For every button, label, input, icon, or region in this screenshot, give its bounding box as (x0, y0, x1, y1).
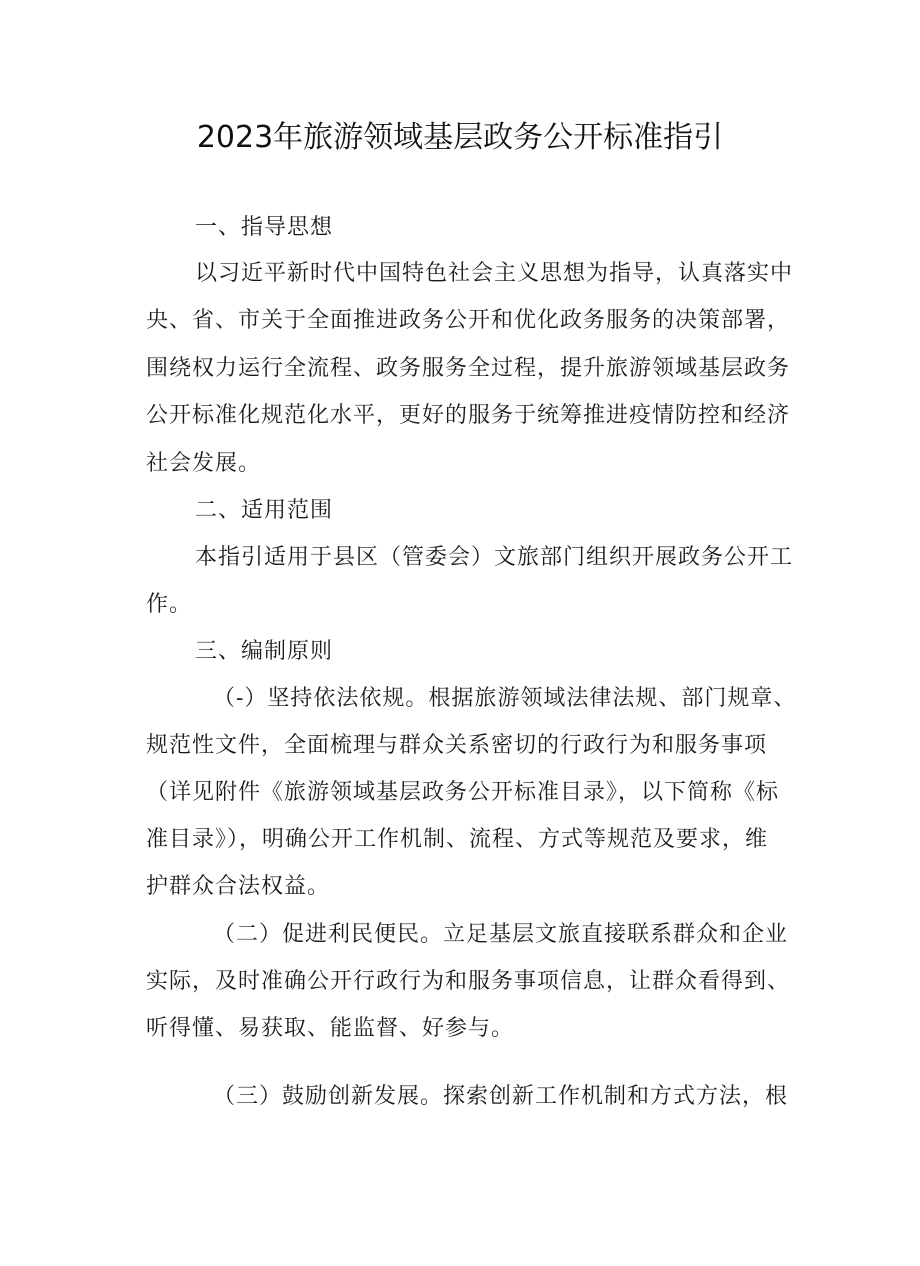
paragraph-line: 本指引适用于县区（管委会）文旅部门组织开展政务公开工 (195, 545, 794, 570)
section-1-heading: 一、指导思想 (195, 215, 334, 240)
paragraph-line: 作。 (146, 592, 193, 617)
paragraph-line: （详见附件《旅游领域基层政务公开标准目录》，以下简称《标 (146, 780, 780, 805)
paragraph-line: 准目录》），明确公开工作机制、流程、方式等规范及要求，维 (146, 827, 769, 852)
paragraph-line: 围绕权力运行全流程、政务服务全过程，提升旅游领域基层政务 (146, 356, 791, 381)
paragraph-line: 以习近平新时代中国特色社会主义思想为指导，认真落实中 (195, 261, 794, 286)
paragraph-line: 规范性文件，全面梳理与群众关系密切的行政行为和服务事项 (146, 733, 768, 758)
section-2-heading: 二、适用范围 (195, 498, 334, 523)
paragraph-line: （三）鼓励创新发展。探索创新工作机制和方式方法，根 (213, 1084, 789, 1109)
paragraph-line: 护群众合法权益。 (146, 874, 331, 899)
paragraph-line: （二）促进利民便民。立足基层文旅直接联系群众和企业 (213, 922, 789, 947)
paragraph-line: 央、省、市关于全面推进政务公开和优化政务服务的决策部署， (146, 308, 791, 333)
paragraph-line: （-）坚持依法依规。根据旅游领域法律法规、部门规章、 (213, 686, 797, 711)
paragraph-line: 公开标准化规范化水平，更好的服务于统筹推进疫情防控和经济 (146, 403, 791, 428)
paragraph-line: 实际，及时准确公开行政行为和服务事项信息，让群众看得到、 (146, 969, 791, 994)
paragraph-line: 听得懂、易获取、能监督、好参与。 (146, 1016, 515, 1041)
document-title: 2023年旅游领域基层政务公开标准指引 (196, 120, 724, 155)
paragraph-line: 社会发展。 (146, 451, 262, 476)
section-3-heading: 三、编制原则 (195, 639, 334, 664)
